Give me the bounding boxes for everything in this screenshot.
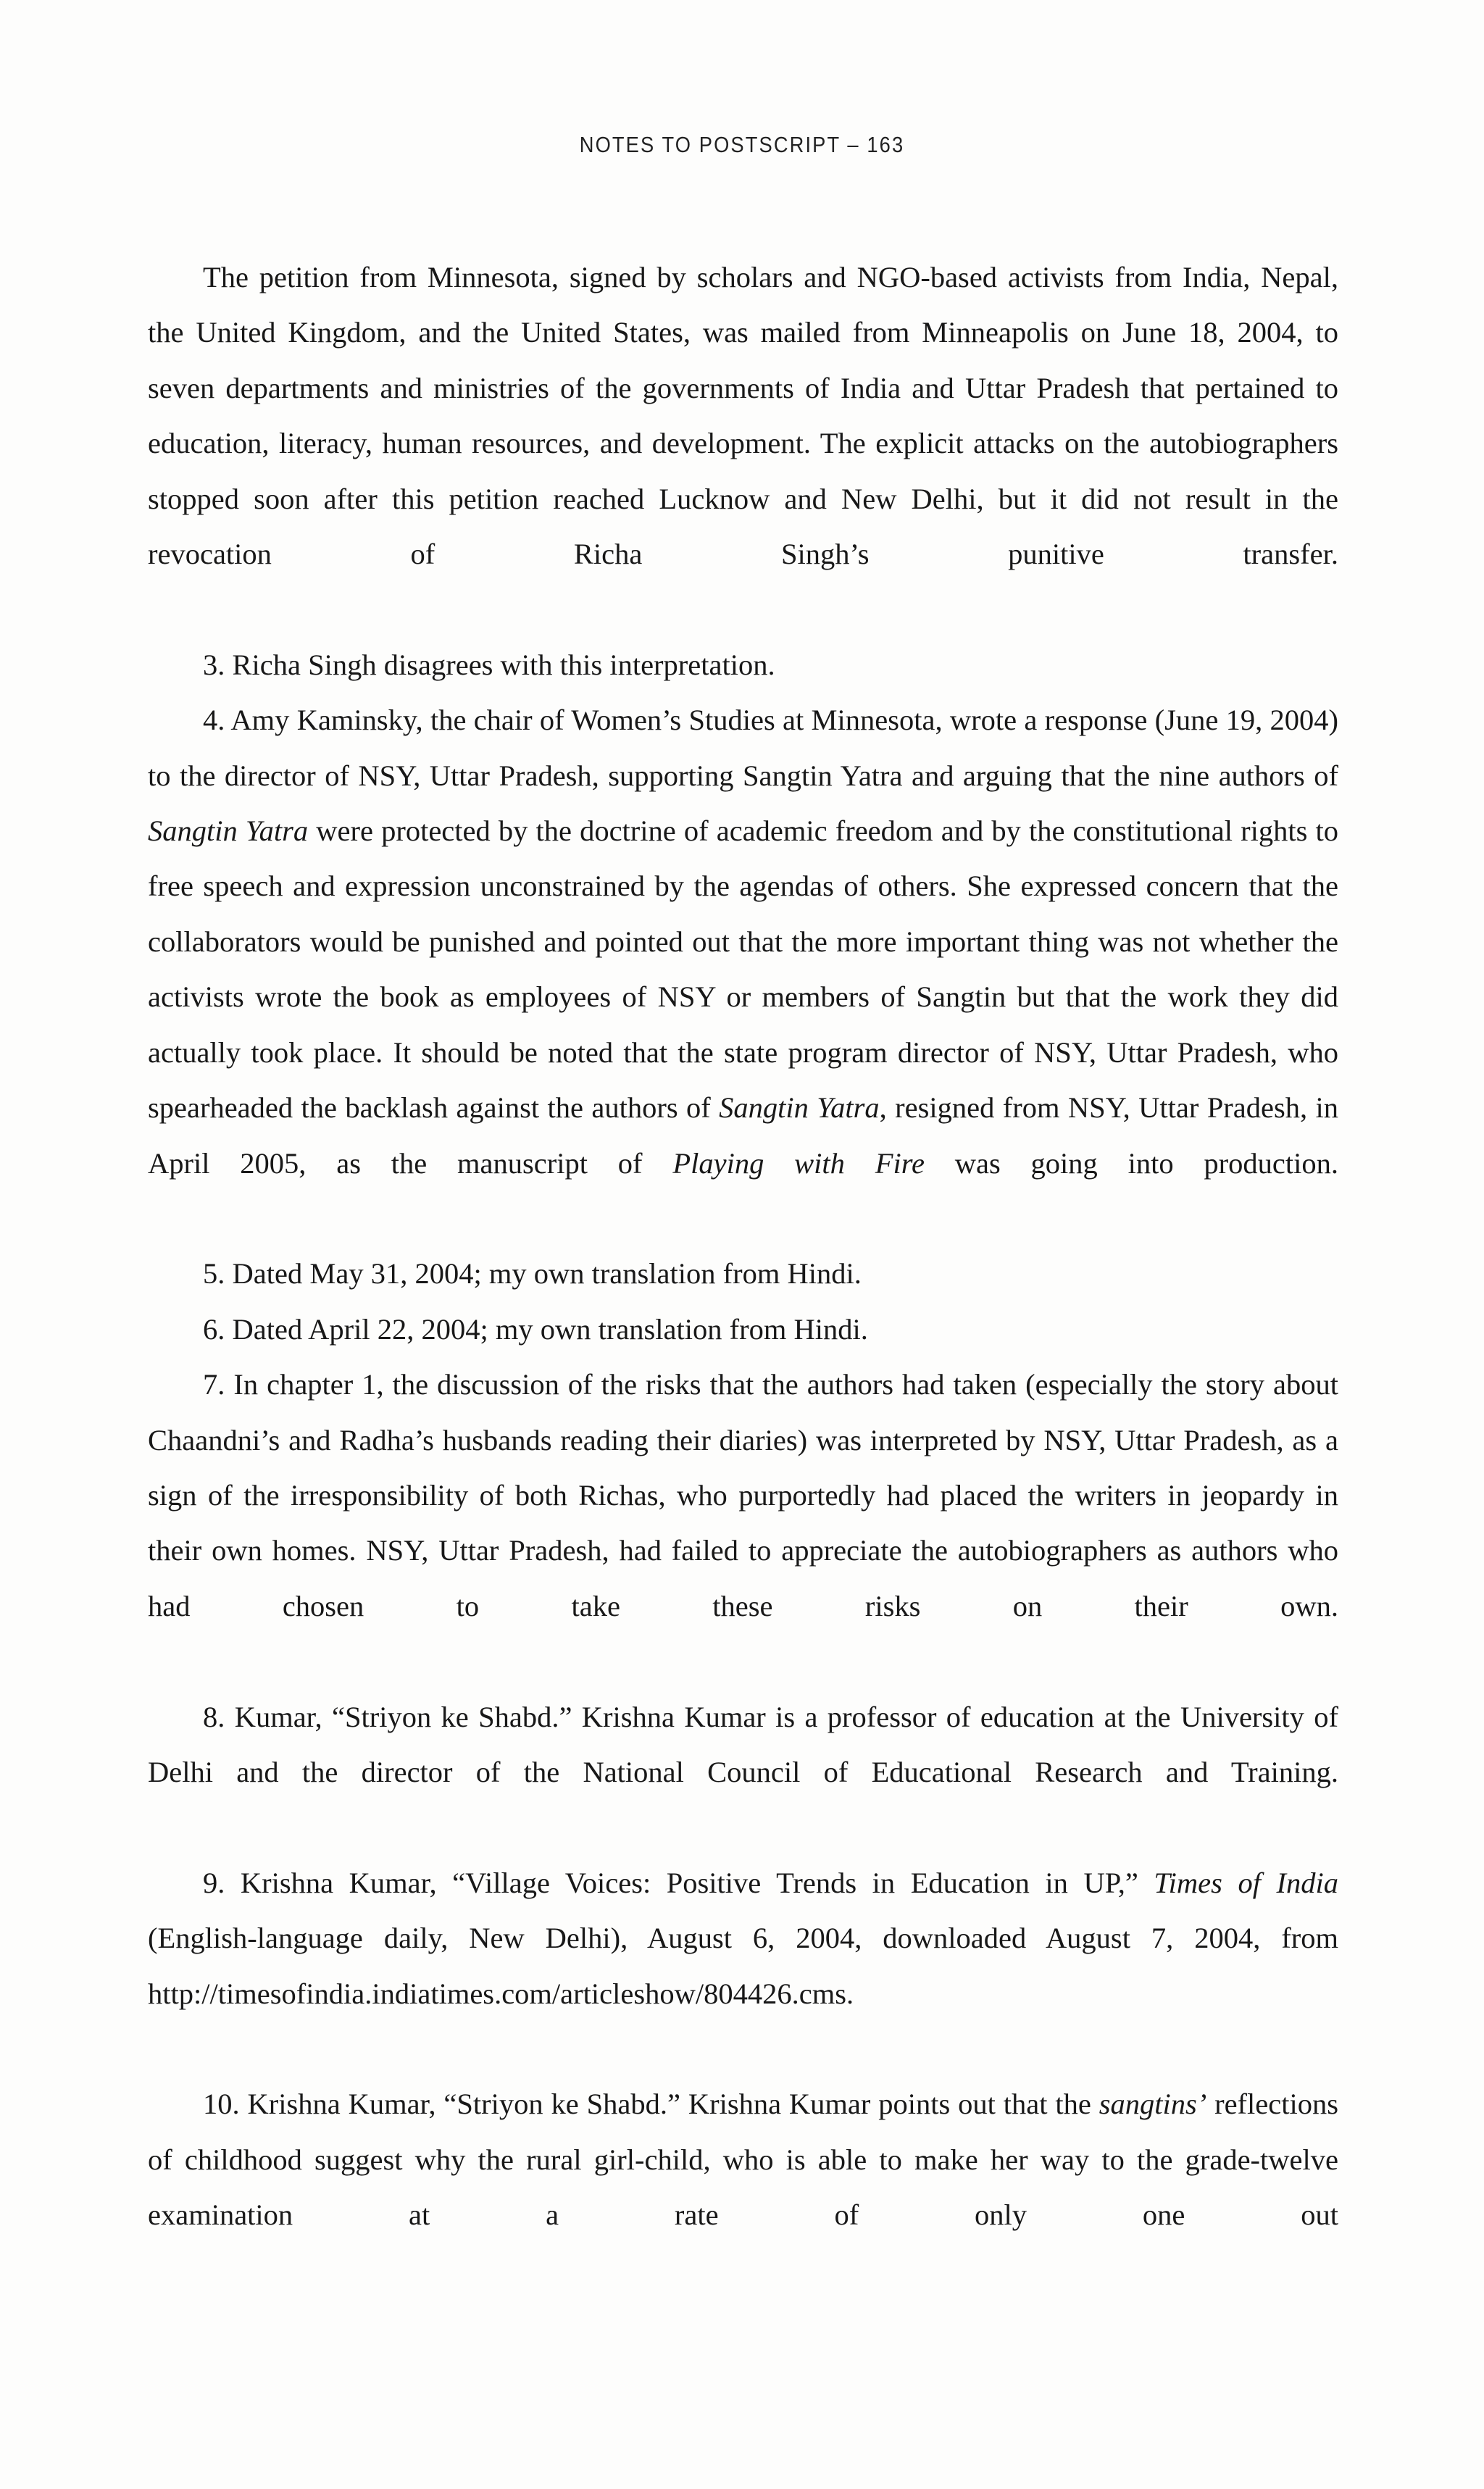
book-title-sangtin-yatra-2: Sangtin Yatra (719, 1091, 880, 1125)
note-4-text-b: were protected by the doctrine of academic freedom and by the constitutional rights to free speech and expression unconstrained by the agendas of others. She expressed concern that the collaborators would be punished and pointed out that the more important thing was not whether the activists wrote the book as employees of NSY or members of Sangtin but that the work they did actually took place. It should be noted that the state program director of NSY, Uttar Pradesh, who spearheaded the backlash against the authors of (148, 814, 1338, 1125)
newspaper-title-times-of-india: Times of India (1154, 1866, 1338, 1899)
note-10-text-a: 10. Krishna Kumar, “Striyon ke Shabd.” Krishna Kumar points out that the (203, 2088, 1099, 2121)
paragraph-note-6 (148, 1302, 1338, 1357)
paragraph-note-2-continued (148, 250, 1338, 638)
page-text-block (148, 250, 1338, 2298)
paragraph-note-4 (148, 693, 1338, 1246)
paragraph-note-5 (148, 1246, 1338, 1301)
paragraph-note-3 (148, 638, 1338, 693)
paragraph-note-8 (148, 1690, 1338, 1856)
book-title-playing-with-fire: Playing with Fire (672, 1146, 925, 1180)
note-9-text-a: 9. Krishna Kumar, “Village Voices: Positive Trends in Education in UP,” (203, 1866, 1154, 1899)
note-10-text-b: reflections of childhood suggest why the rural girl-child, who is able to make her way to the grade-twelve examination at a rate of only one out (148, 2088, 1339, 2232)
note-2-continued-text: The petition from Minnesota, signed by scholars and NGO-based activists from India, Nepal, the United Kingdom, and the United States, was mailed from Minneapolis on June 18, 2004, to seven departments and ministries of the governments of India and Uttar Pradesh that pertained to education, literacy, human resources, and development. The explicit attacks on the autobiographers stopped soon after this petition reached Lucknow and New Delhi, but it did not result in the revocation of Richa Singh’s punitive transfer. (148, 261, 1338, 571)
running-head: NOTES TO POSTSCRIPT – 163 (579, 132, 905, 157)
book-title-sangtin-yatra-1: Sangtin Yatra (148, 814, 309, 848)
note-4-text-d: was going into production. (924, 1146, 1338, 1180)
note-4-text-c: , resigned from NSY, Uttar Pradesh, in April 2005, as the manuscript of (148, 1091, 1338, 1180)
note-8-text: 8. Kumar, “Striyon ke Shabd.” Krishna Kumar is a professor of education at the University of Delhi and the director of the National Council of Educational Research and Training. (148, 1700, 1338, 1788)
note-7-text: 7. In chapter 1, the discussion of the risks that the authors had taken (especially the story about Chaandni’s and Radha’s husbands reading their diaries) was interpreted by NSY, Uttar Pradesh, as a sign of the irresponsibility of both Richas, who purportedly had placed the writers in jeopardy in their own homes. NSY, Uttar Pradesh, had failed to appreciate the autobiographers as authors who had chosen to take these risks on their own. (148, 1368, 1338, 1622)
note-3-text: 3. Richa Singh disagrees with this interpretation. (203, 648, 775, 681)
paragraph-note-10 (148, 2077, 1338, 2298)
note-4-text-a: 4. Amy Kaminsky, the chair of Women’s Studies at Minnesota, wrote a response (June 19, 2004) to the director of NSY, Uttar Pradesh, supporting Sangtin Yatra and arguing that the nine authors of (148, 704, 1338, 792)
paragraph-note-9 (148, 1856, 1338, 2077)
paragraph-note-7 (148, 1357, 1338, 1689)
note-6-text: 6. Dated April 22, 2004; my own translation from Hindi. (203, 1312, 868, 1346)
term-sangtins: sangtins’ (1099, 2088, 1207, 2121)
note-5-text: 5. Dated May 31, 2004; my own translation from Hindi. (203, 1257, 862, 1291)
note-9-text-b: (English-language daily, New Delhi), August 6, 2004, downloaded August 7, 2004, from http://timesofindia.indiatimes.com/articleshow/804426.cms. (148, 1922, 1338, 2010)
